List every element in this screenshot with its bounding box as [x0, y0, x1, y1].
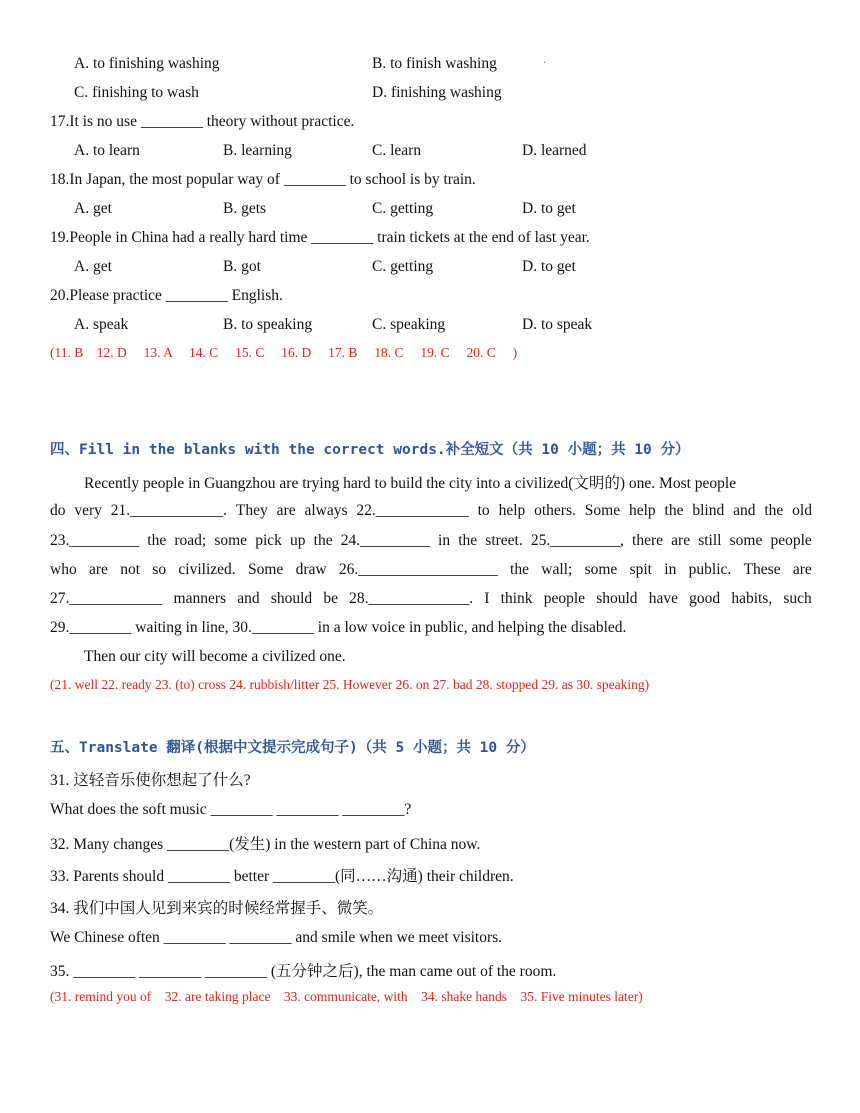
passage-word: not	[120, 561, 141, 578]
passage-word: and	[733, 502, 756, 519]
question-34-english: We Chinese often ________ ________ and smile when we meet visitors.	[50, 929, 503, 946]
passage-line-1: Recently people in Guangzhou are trying hard to build the city into a civilized(文明的) one. Most people	[84, 475, 737, 492]
passage-word: habits,	[731, 590, 773, 607]
q17-option-d: D. learned	[522, 142, 587, 159]
passage-word: I	[484, 590, 490, 607]
passage-word: some	[584, 561, 618, 578]
blank-24: 24._________	[340, 532, 430, 549]
passage-word: are	[792, 561, 812, 578]
question-31-chinese: 31. 这轻音乐使你想起了什么?	[50, 772, 251, 789]
passage-word: should	[270, 590, 313, 607]
section-4-heading: 四、Fill in the blanks with the correct words.补全短文（共 10 小题；共 10 分）	[50, 442, 690, 458]
q20-option-d: D. to speak	[522, 316, 593, 333]
question-17: 17.It is no use ________ theory without practice.	[50, 113, 355, 130]
passage-word: such	[783, 590, 812, 607]
passage-word: are	[276, 502, 296, 519]
passage-word: draw	[295, 561, 327, 578]
blank-25: 25._________,	[530, 532, 624, 549]
q18-option-c: C. getting	[372, 200, 434, 217]
passage-word: good	[689, 590, 721, 607]
passage-word: people	[770, 532, 812, 549]
passage-word: civilized.	[178, 561, 236, 578]
passage-word: some	[729, 532, 763, 549]
passage-word: be	[323, 590, 338, 607]
blank-21: 21.____________.	[110, 502, 228, 519]
stray-dot: ·	[543, 58, 547, 69]
question-20: 20.Please practice ________ English.	[50, 287, 283, 304]
passage-word: have	[648, 590, 678, 607]
passage-word: to	[477, 502, 490, 519]
question-34-chinese: 34. 我们中国人见到来宾的时候经常握手、微笑。	[50, 900, 384, 917]
passage-word: the	[764, 502, 784, 519]
passage-line-7: Then our city will become a civilized one.	[84, 648, 346, 665]
passage-word: the	[147, 532, 167, 549]
passage-word: road;	[174, 532, 207, 549]
passage-word: should	[596, 590, 638, 607]
q19-option-d: D. to get	[522, 258, 576, 275]
passage-word: in	[438, 532, 451, 549]
q16-option-b: B. to finish washing	[372, 55, 497, 72]
passage-word: spit	[629, 561, 652, 578]
q16-option-a: A. to finishing washing	[74, 55, 220, 72]
q18-option-a: A. get	[74, 200, 112, 217]
passage-word: think	[500, 590, 533, 607]
passage-word: the	[510, 561, 529, 578]
passage-word: wall;	[541, 561, 573, 578]
passage-word: manners	[173, 590, 227, 607]
question-18: 18.In Japan, the most popular way of ________ to school is by train.	[50, 171, 476, 188]
blank-28: 28._____________.	[349, 590, 474, 607]
passage-word: who	[50, 561, 77, 578]
passage-word: in	[664, 561, 677, 578]
passage-word: the	[313, 532, 333, 549]
q19-option-b: B. got	[223, 258, 261, 275]
passage-word: help	[498, 502, 526, 519]
q20-option-a: A. speak	[74, 316, 129, 333]
passage-word: there	[632, 532, 664, 549]
passage-word: do	[50, 502, 66, 519]
q16-option-c: C. finishing to wash	[74, 84, 199, 101]
passage-word: Some	[584, 502, 621, 519]
question-33: 33. Parents should ________ better ________(同……沟通) their children.	[50, 868, 514, 885]
passage-line-4	[50, 561, 812, 579]
passage-word: These	[743, 561, 781, 578]
passage-word: up	[290, 532, 306, 549]
passage-word: so	[152, 561, 167, 578]
q18-option-b: B. gets	[223, 200, 267, 217]
q19-option-a: A. get	[74, 258, 112, 275]
passage-word: very	[74, 502, 102, 519]
passage-word: others.	[534, 502, 576, 519]
passage-word: are	[671, 532, 691, 549]
passage-line-6: 29.________ waiting in line, 30.________ in a low voice in public, and helping the disabled.	[50, 619, 627, 636]
passage-word: They	[235, 502, 268, 519]
passage-word: public.	[688, 561, 732, 578]
passage-word: people	[543, 590, 586, 607]
question-19: 19.People in China had a really hard time ________ train tickets at the end of last year.	[50, 229, 590, 246]
passage-word: some	[214, 532, 248, 549]
section-5-heading: 五、Translate 翻译(根据中文提示完成句子)（共 5 小题；共 10 分）	[50, 740, 535, 756]
q20-option-c: C. speaking	[372, 316, 446, 333]
passage-word: always	[304, 502, 348, 519]
q19-option-c: C. getting	[372, 258, 434, 275]
blank-27: 27.____________	[50, 590, 163, 607]
blank-22: 22.____________	[356, 502, 469, 519]
answer-key-31-35: (31. remind you of 32. are taking place 33. communicate, with 34. shake hands 35. Five minutes later)	[50, 989, 643, 1004]
q17-option-c: C. learn	[372, 142, 422, 159]
q17-option-a: A. to learn	[74, 142, 140, 159]
passage-line-3	[50, 532, 812, 550]
blank-26: 26.__________________	[338, 561, 498, 578]
passage-word: Some	[247, 561, 284, 578]
passage-word: still	[698, 532, 722, 549]
passage-word: help	[628, 502, 656, 519]
passage-line-5	[50, 590, 812, 608]
passage-word: and	[237, 590, 260, 607]
passage-word: pick	[255, 532, 282, 549]
answer-key-11-20: (11. B 12. D 13. A 14. C 15. C 16. D 17. B 18. C 19. C 20. C )	[50, 345, 518, 360]
passage-word: blind	[692, 502, 725, 519]
question-31-english: What does the soft music ________ ________ ________?	[50, 801, 412, 818]
q17-option-b: B. learning	[223, 142, 292, 159]
q16-option-d: D. finishing washing	[372, 84, 502, 101]
passage-word: street.	[485, 532, 523, 549]
passage-word: are	[89, 561, 108, 578]
passage-word: the	[458, 532, 478, 549]
question-35: 35. ________ ________ ________ (五分钟之后), the man came out of the room.	[50, 963, 557, 980]
passage-word: old	[792, 502, 812, 519]
question-32: 32. Many changes ________(发生) in the western part of China now.	[50, 836, 481, 853]
q20-option-b: B. to speaking	[223, 316, 313, 333]
passage-line-2	[50, 502, 812, 520]
q18-option-d: D. to get	[522, 200, 576, 217]
answer-key-21-30: (21. well 22. ready 23. (to) cross 24. rubbish/litter 25. However 26. on 27. bad 28. stopped 29. as 30. speaking)	[50, 677, 650, 692]
passage-word: the	[664, 502, 684, 519]
blank-23: 23._________	[50, 532, 140, 549]
